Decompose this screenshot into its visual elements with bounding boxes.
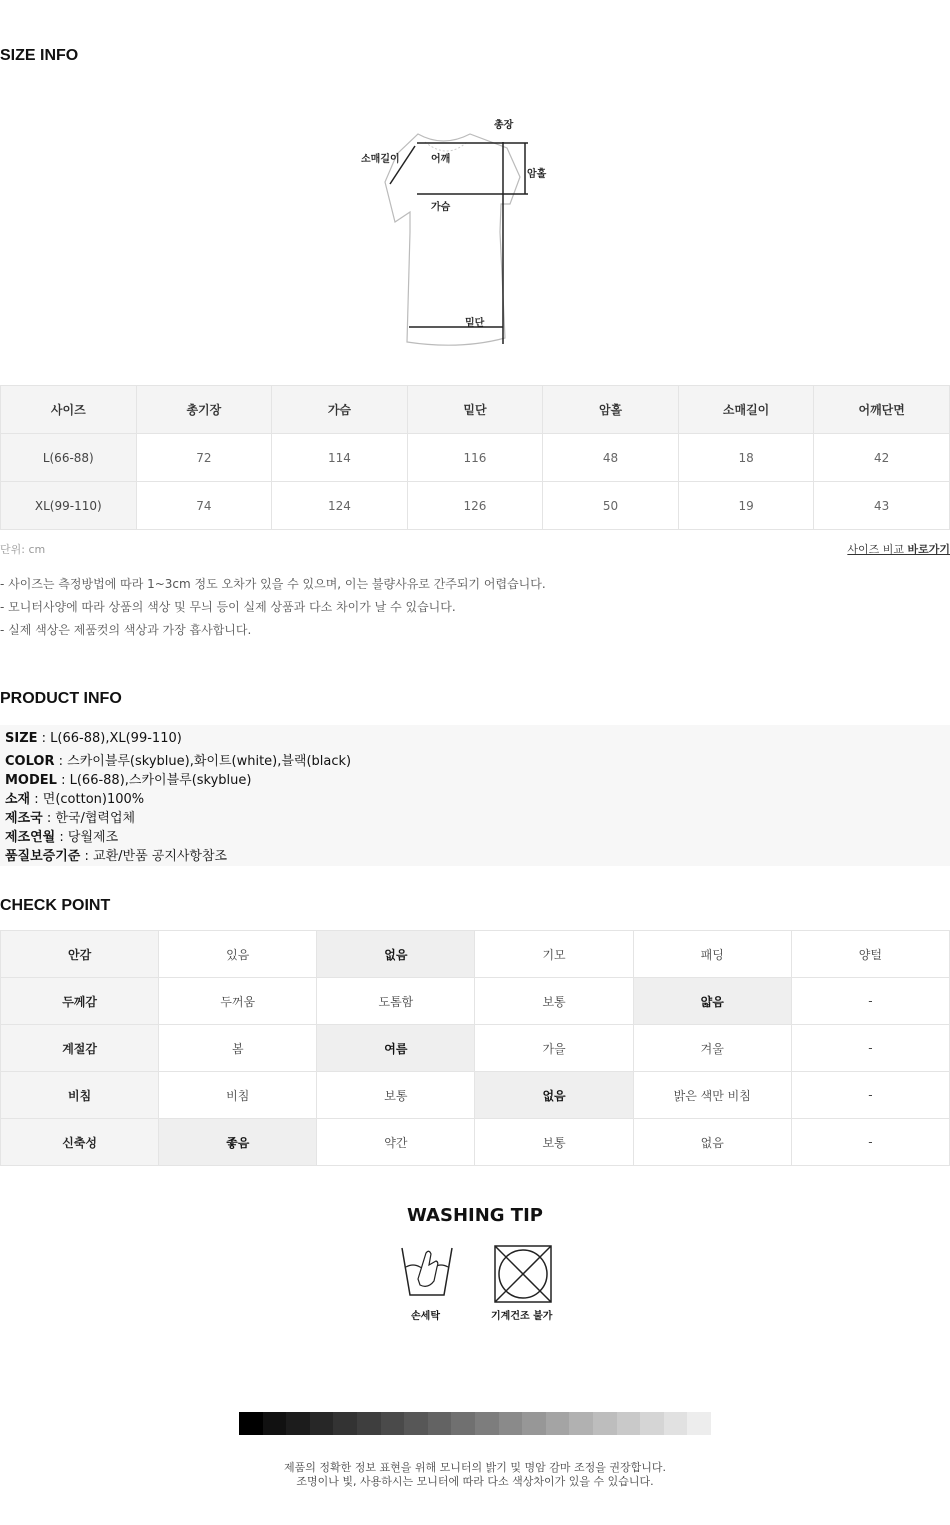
label-sleeve-length: 소매길이 bbox=[361, 154, 400, 165]
gray-swatch bbox=[404, 1412, 428, 1435]
header-cell: 총기장 bbox=[136, 386, 272, 434]
info-label: MODEL bbox=[5, 773, 57, 788]
check-label: 신축성 bbox=[1, 1119, 159, 1166]
product-info-title: PRODUCT INFO bbox=[0, 690, 122, 707]
table-cell: 72 bbox=[136, 434, 272, 482]
no-tumble-dry-label: 기계건조 불가 bbox=[491, 1311, 553, 1322]
check-option: 여름 bbox=[317, 1025, 475, 1072]
table-cell: 126 bbox=[407, 482, 543, 530]
label-armhole: 암홀 bbox=[527, 169, 547, 180]
check-option: 있음 bbox=[159, 931, 317, 978]
label-hem: 밑단 bbox=[465, 318, 485, 329]
size-compare-prefix: 사이즈 비교 bbox=[847, 543, 908, 556]
table-cell: 116 bbox=[407, 434, 543, 482]
product-info-box bbox=[0, 725, 950, 866]
gray-swatch bbox=[546, 1412, 570, 1435]
header-cell: 밑단 bbox=[407, 386, 543, 434]
product-info-row: 제조국 : 한국/협력업체 bbox=[5, 811, 136, 826]
hand-wash-label: 손세탁 bbox=[411, 1311, 440, 1322]
size-table bbox=[0, 385, 950, 530]
info-value: 교환/반품 공지사항참조 bbox=[93, 849, 228, 864]
check-row bbox=[1, 931, 950, 978]
size-note: - 모니터사양에 따라 상품의 색상 및 무늬 등이 실제 상품과 다소 차이가 날 수 있습니다. bbox=[0, 600, 456, 614]
info-label: 제조국 bbox=[5, 811, 43, 826]
table-cell: 74 bbox=[136, 482, 272, 530]
table-cell: 114 bbox=[272, 434, 408, 482]
check-option: 없음 bbox=[475, 1072, 633, 1119]
check-option: 좋음 bbox=[159, 1119, 317, 1166]
info-label: 소재 bbox=[5, 792, 31, 807]
check-option: - bbox=[791, 1025, 949, 1072]
gray-swatch bbox=[310, 1412, 334, 1435]
table-cell: 43 bbox=[814, 482, 950, 530]
check-option: 없음 bbox=[317, 931, 475, 978]
grayscale-bar bbox=[239, 1412, 711, 1435]
size-info-title: SIZE INFO bbox=[0, 47, 79, 64]
check-option: 보통 bbox=[475, 1119, 633, 1166]
table-cell: 42 bbox=[814, 434, 950, 482]
check-row bbox=[1, 1119, 950, 1166]
info-value: 한국/협력업체 bbox=[55, 811, 136, 826]
size-compare-go: 바로가기 bbox=[907, 543, 950, 556]
check-option: 보통 bbox=[317, 1072, 475, 1119]
check-option: - bbox=[791, 1072, 949, 1119]
info-value: 스카이블루(skyblue),화이트(white),블랙(black) bbox=[67, 754, 352, 769]
check-option: 얇음 bbox=[633, 978, 791, 1025]
check-label: 비침 bbox=[1, 1072, 159, 1119]
info-label: SIZE bbox=[5, 731, 38, 746]
gray-swatch bbox=[286, 1412, 310, 1435]
hand-wash-icon bbox=[398, 1245, 456, 1303]
info-label: COLOR bbox=[5, 754, 55, 769]
info-value: 당월제조 bbox=[67, 830, 119, 845]
gray-swatch bbox=[687, 1412, 711, 1435]
header-cell: 사이즈 bbox=[1, 386, 137, 434]
check-option: 기모 bbox=[475, 931, 633, 978]
unit-label: 단위: cm bbox=[0, 543, 46, 556]
gray-swatch bbox=[239, 1412, 263, 1435]
product-info-row: MODEL : L(66-88),스카이블루(skyblue) bbox=[5, 773, 252, 788]
gray-swatch bbox=[593, 1412, 617, 1435]
gray-swatch bbox=[263, 1412, 287, 1435]
label-shoulder: 어깨 bbox=[431, 154, 451, 165]
disclaimer-line-2: 조명이나 빛, 사용하시는 모니터에 따라 다소 색상차이가 있을 수 있습니다. bbox=[296, 1475, 654, 1488]
size-note: - 사이즈는 측정방법에 따라 1~3cm 정도 오차가 있을 수 있으며, 이는 불량사유로 간주되기 어렵습니다. bbox=[0, 577, 546, 591]
no-tumble-dry-icon bbox=[493, 1244, 553, 1304]
gray-swatch bbox=[475, 1412, 499, 1435]
gray-swatch bbox=[381, 1412, 405, 1435]
table-row bbox=[1, 482, 950, 530]
gray-swatch bbox=[357, 1412, 381, 1435]
table-cell: 50 bbox=[543, 482, 679, 530]
info-label: 품질보증기준 bbox=[5, 849, 81, 864]
check-label: 계절감 bbox=[1, 1025, 159, 1072]
check-option: 밝은 색만 비침 bbox=[633, 1072, 791, 1119]
product-info-row: 품질보증기준 : 교환/반품 공지사항참조 bbox=[5, 849, 228, 864]
info-value: L(66-88),스카이블루(skyblue) bbox=[69, 773, 252, 788]
shirt-outline bbox=[385, 134, 520, 345]
table-cell: 124 bbox=[272, 482, 408, 530]
check-option: 두꺼움 bbox=[159, 978, 317, 1025]
check-option: 가을 bbox=[475, 1025, 633, 1072]
check-option: - bbox=[791, 1119, 949, 1166]
size-note: - 실제 색상은 제품컷의 색상과 가장 흡사합니다. bbox=[0, 623, 252, 637]
header-cell: 가슴 bbox=[272, 386, 408, 434]
gray-swatch bbox=[428, 1412, 452, 1435]
check-point-title: CHECK POINT bbox=[0, 897, 111, 914]
check-row bbox=[1, 1072, 950, 1119]
check-option: 패딩 bbox=[633, 931, 791, 978]
gray-swatch bbox=[664, 1412, 688, 1435]
label-total-length: 총장 bbox=[494, 120, 514, 131]
header-cell: 소매길이 bbox=[678, 386, 814, 434]
check-option: 겨울 bbox=[633, 1025, 791, 1072]
gray-swatch bbox=[617, 1412, 641, 1435]
check-point-table bbox=[0, 930, 950, 1166]
check-option: 없음 bbox=[633, 1119, 791, 1166]
check-option: 봄 bbox=[159, 1025, 317, 1072]
info-label: 제조연월 bbox=[5, 830, 56, 845]
table-cell: 18 bbox=[678, 434, 814, 482]
table-cell: 48 bbox=[543, 434, 679, 482]
gray-swatch bbox=[499, 1412, 523, 1435]
gray-swatch bbox=[333, 1412, 357, 1435]
product-info-row: 소재 : 면(cotton)100% bbox=[5, 792, 145, 807]
check-label: 두께감 bbox=[1, 978, 159, 1025]
product-info-row: SIZE : L(66-88),XL(99-110) bbox=[5, 731, 182, 746]
check-row bbox=[1, 1025, 950, 1072]
check-option: 비침 bbox=[159, 1072, 317, 1119]
washing-tip-title: WASHING TIP bbox=[407, 1205, 543, 1226]
product-info-row: COLOR : 스카이블루(skyblue),화이트(white),블랙(black) bbox=[5, 754, 352, 769]
gray-swatch bbox=[451, 1412, 475, 1435]
info-value: L(66-88),XL(99-110) bbox=[50, 731, 182, 746]
check-option: - bbox=[791, 978, 949, 1025]
info-value: 면(cotton)100% bbox=[42, 792, 145, 807]
label-chest: 가슴 bbox=[431, 202, 451, 213]
check-option: 보통 bbox=[475, 978, 633, 1025]
gray-swatch bbox=[522, 1412, 546, 1435]
table-row bbox=[1, 434, 950, 482]
check-row bbox=[1, 978, 950, 1025]
gray-swatch bbox=[640, 1412, 664, 1435]
check-option: 양털 bbox=[791, 931, 949, 978]
check-label: 안감 bbox=[1, 931, 159, 978]
disclaimer-line-1: 제품의 정확한 정보 표현을 위해 모니터의 밝기 및 명암 감마 조정을 권장합니다. bbox=[284, 1461, 666, 1474]
size-label: L(66-88) bbox=[1, 434, 137, 482]
size-compare-link[interactable] bbox=[847, 541, 950, 557]
table-cell: 19 bbox=[678, 482, 814, 530]
size-label: XL(99-110) bbox=[1, 482, 137, 530]
check-option: 도톰함 bbox=[317, 978, 475, 1025]
header-cell: 어깨단면 bbox=[814, 386, 950, 434]
gray-swatch bbox=[569, 1412, 593, 1435]
size-table-header bbox=[1, 386, 950, 434]
header-cell: 암홀 bbox=[543, 386, 679, 434]
product-info-row: 제조연월 : 당월제조 bbox=[5, 830, 119, 845]
check-option: 약간 bbox=[317, 1119, 475, 1166]
